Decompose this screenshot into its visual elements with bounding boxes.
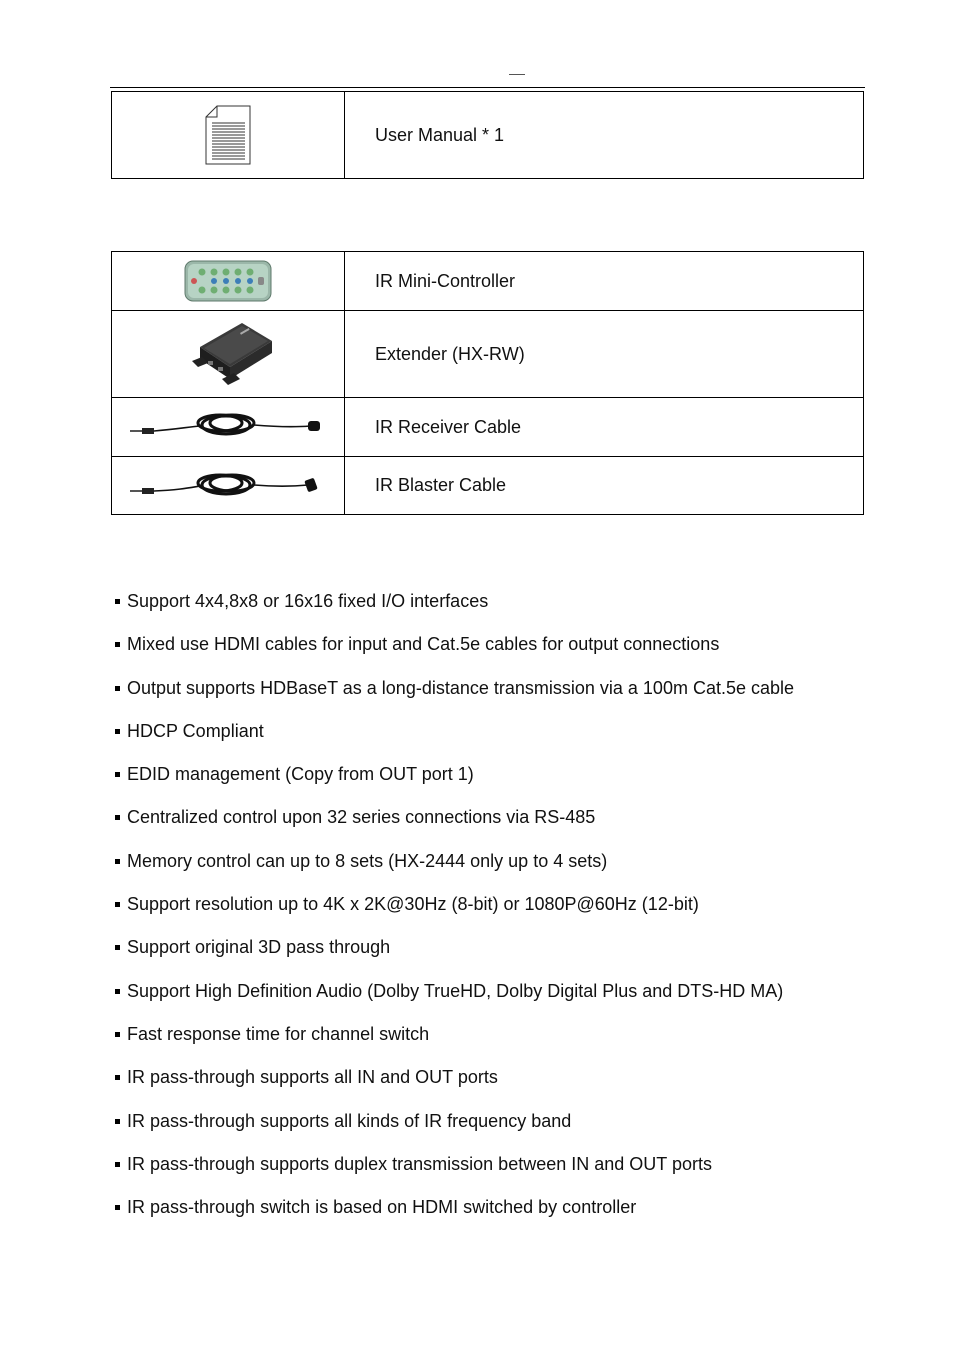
table-row xyxy=(112,252,864,311)
bullet-icon xyxy=(115,815,120,820)
item-label: IR Blaster Cable xyxy=(345,457,864,515)
features-list xyxy=(115,586,860,1235)
table-row xyxy=(112,311,864,398)
item-label: User Manual * 1 xyxy=(345,92,864,179)
item-image-cell xyxy=(112,311,345,398)
item-label: IR Mini-Controller xyxy=(345,252,864,311)
bullet-icon xyxy=(115,902,120,907)
bullet-icon xyxy=(115,989,120,994)
extender-image xyxy=(182,317,274,391)
bullet-icon xyxy=(115,1205,120,1210)
bullet-icon xyxy=(115,599,120,604)
bullet-icon xyxy=(115,686,120,691)
list-item: Mixed use HDMI cables for input and Cat.5e cables for output connections xyxy=(115,629,860,672)
list-item: Support 4x4,8x8 or 16x16 fixed I/O interfaces xyxy=(115,586,860,629)
table-row xyxy=(112,92,864,179)
bullet-icon xyxy=(115,1032,120,1037)
bullet-icon xyxy=(115,1119,120,1124)
ir-receiver-cable-image xyxy=(128,407,328,447)
bullet-icon xyxy=(115,642,120,647)
list-item: Centralized control upon 32 series connections via RS-485 xyxy=(115,802,860,845)
document-icon xyxy=(205,105,251,165)
item-label: Extender (HX-RW) xyxy=(345,311,864,398)
list-item: HDCP Compliant xyxy=(115,716,860,759)
bullet-icon xyxy=(115,945,120,950)
bullet-icon xyxy=(115,772,120,777)
list-item: IR pass-through supports all IN and OUT ports xyxy=(115,1062,860,1105)
item-image-cell xyxy=(112,252,345,311)
list-item: Support original 3D pass through xyxy=(115,932,860,975)
ir-blaster-cable-image xyxy=(128,466,328,506)
item-image-cell xyxy=(112,398,345,457)
header-rule xyxy=(110,87,865,88)
optional-accessories-table xyxy=(111,251,864,515)
list-item: Memory control can up to 8 sets (HX-2444 only up to 4 sets) xyxy=(115,846,860,889)
item-label: IR Receiver Cable xyxy=(345,398,864,457)
table-row xyxy=(112,398,864,457)
header-mark xyxy=(509,74,525,75)
item-image-cell xyxy=(112,457,345,515)
bullet-icon xyxy=(115,1162,120,1167)
list-item: Support resolution up to 4K x 2K@30Hz (8-bit) or 1080P@60Hz (12-bit) xyxy=(115,889,860,932)
list-item: IR pass-through supports all kinds of IR frequency band xyxy=(115,1106,860,1149)
ir-mini-controller-image xyxy=(184,259,272,303)
list-item: EDID management (Copy from OUT port 1) xyxy=(115,759,860,802)
list-item: IR pass-through switch is based on HDMI switched by controller xyxy=(115,1192,860,1235)
package-contents-table xyxy=(111,91,864,179)
bullet-icon xyxy=(115,1075,120,1080)
list-item: Support High Definition Audio (Dolby TrueHD, Dolby Digital Plus and DTS-HD MA) xyxy=(115,976,860,1019)
list-item: IR pass-through supports duplex transmission between IN and OUT ports xyxy=(115,1149,860,1192)
item-image-cell xyxy=(112,92,345,179)
list-item: Output supports HDBaseT as a long-distance transmission via a 100m Cat.5e cable xyxy=(115,673,860,716)
bullet-icon xyxy=(115,859,120,864)
list-item: Fast response time for channel switch xyxy=(115,1019,860,1062)
bullet-icon xyxy=(115,729,120,734)
table-row xyxy=(112,457,864,515)
